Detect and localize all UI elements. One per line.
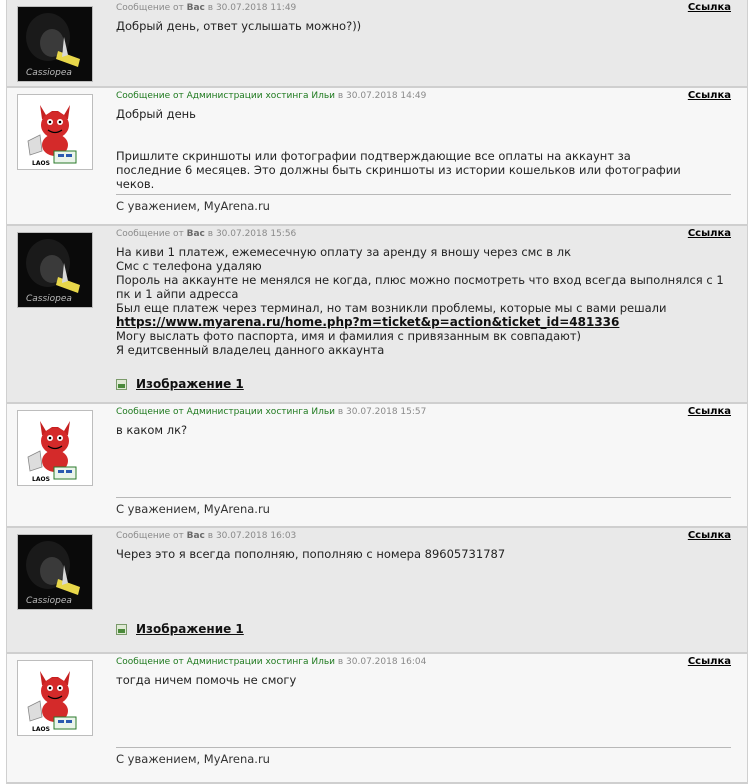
message-link[interactable]: Ссылка xyxy=(687,228,731,239)
svg-text:LAOS: LAOS xyxy=(32,160,50,167)
admin-avatar xyxy=(17,410,93,486)
user-avatar xyxy=(17,534,93,610)
attachment xyxy=(116,377,244,391)
svg-text:Cassiopea: Cassiopea xyxy=(26,68,72,78)
message-link[interactable]: Ссылка xyxy=(687,530,731,541)
signature-divider xyxy=(116,194,731,195)
message-meta: Сообщение от Администрации хостинга Ильи в 30.07.2018 14:49 xyxy=(116,91,427,101)
signature: С уважением, MyArena.ru xyxy=(116,752,270,766)
message-admin xyxy=(7,654,747,784)
message-link[interactable]: Ссылка xyxy=(687,90,731,101)
author-name: Вас xyxy=(186,3,205,13)
author-name: Администрации хостинга Ильи xyxy=(186,407,335,417)
message-text: Добрый день, ответ услышать можно?)) xyxy=(116,19,362,33)
message-meta: Сообщение от Администрации хостинга Ильи в 30.07.2018 15:57 xyxy=(116,407,427,417)
admin-avatar xyxy=(17,94,93,170)
signature: С уважением, MyArena.ru xyxy=(116,199,270,213)
user-avatar xyxy=(17,6,93,82)
author-name: Администрации хостинга Ильи xyxy=(186,657,335,667)
admin-avatar xyxy=(17,660,93,736)
message-text: На киви 1 платеж, ежемесечную оплату за аренду я вношу через смс в лк Смс с телефона удаляю Пороль на аккаунте не менялся не когда, плюс можно посмотреть что вход всегда выполнялся с 1 пк и 1 айпи адресса Был еще платеж через терминал, но там возникли проблемы, которые мы с вами решали https://www.myarena.ru/home.php?m=ticket&p=action&ticket_id=481336 Могу выслать фото паспорта, имя и фамилия с привязанным вк совпадают) Я едитсвенный владелец данного аккаунта xyxy=(116,245,724,357)
message-user xyxy=(7,528,747,654)
image-icon xyxy=(116,379,127,390)
message-text: Через это я всегда пополняю, пополняю с номера 89605731787 xyxy=(116,547,506,561)
message-user xyxy=(7,0,747,88)
signature-divider xyxy=(116,497,731,498)
image-icon xyxy=(116,624,127,635)
message-meta: Сообщение от Вас в 30.07.2018 16:03 xyxy=(116,531,297,541)
message-link[interactable]: Ссылка xyxy=(687,656,731,667)
attachment-link[interactable]: Изображение 1 xyxy=(136,377,244,391)
message-user xyxy=(7,226,747,404)
signature-divider xyxy=(116,747,731,748)
message-meta: Сообщение от Администрации хостинга Ильи в 30.07.2018 16:04 xyxy=(116,657,427,667)
ticket-thread xyxy=(6,0,748,784)
message-link[interactable]: Ссылка xyxy=(687,2,731,13)
message-admin xyxy=(7,88,747,226)
signature: С уважением, MyArena.ru xyxy=(116,502,270,516)
attachment xyxy=(116,622,244,636)
message-text: Добрый день Пришлите скриншоты или фотографии подтверждающие все оплаты на аккаунт за последние 6 месяцев. Это должны быть скриншоты из истории кошельков или фотографии чеков. xyxy=(116,107,681,191)
message-link[interactable]: Ссылка xyxy=(687,406,731,417)
svg-text:Cassiopea: Cassiopea xyxy=(26,294,72,304)
message-text: тогда ничем помочь не смогу xyxy=(116,673,297,687)
author-name: Вас xyxy=(186,531,205,541)
svg-text:LAOS: LAOS xyxy=(32,726,50,733)
author-name: Администрации хостинга Ильи xyxy=(186,91,335,101)
message-admin xyxy=(7,404,747,528)
message-text: в каком лк? xyxy=(116,423,188,437)
attachment-link[interactable]: Изображение 1 xyxy=(136,622,244,636)
ticket-url-link[interactable]: https://www.myarena.ru/home.php?m=ticket&p=action&ticket_id=481336 xyxy=(116,315,620,329)
message-meta: Сообщение от Вас в 30.07.2018 15:56 xyxy=(116,229,297,239)
svg-text:LAOS: LAOS xyxy=(32,476,50,483)
message-meta: Сообщение от Вас в 30.07.2018 11:49 xyxy=(116,3,297,13)
svg-text:Cassiopea: Cassiopea xyxy=(26,596,72,606)
user-avatar xyxy=(17,232,93,308)
author-name: Вас xyxy=(186,229,205,239)
